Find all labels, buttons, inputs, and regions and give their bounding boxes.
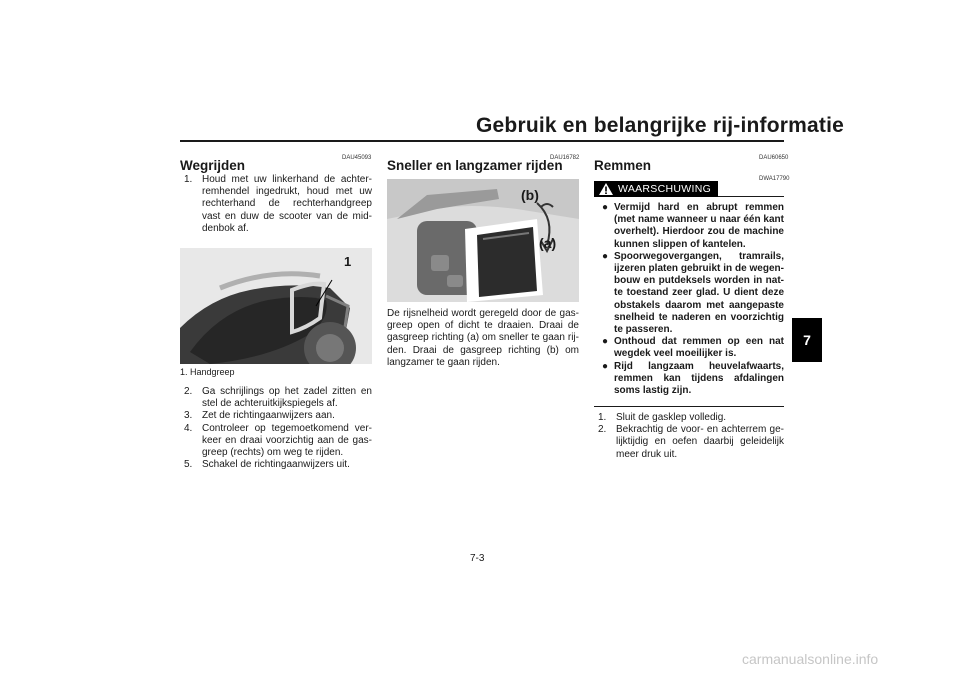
step-text: Ga schrijlings op het zadel zitten en stel de achteruitkijkspiegels af. xyxy=(202,386,372,410)
warning-code: DWA17790 xyxy=(759,176,790,182)
section-heading-wegrijden: Wegrijden xyxy=(180,158,246,173)
steps-list-after xyxy=(180,386,372,471)
figure-label-a: (a) xyxy=(539,235,557,251)
steps-list-before xyxy=(180,174,372,235)
figure-scooter-seat xyxy=(180,248,372,364)
step-item xyxy=(180,410,372,422)
warning-list xyxy=(596,202,784,397)
step-text: Schakel de richtingaanwijzers uit. xyxy=(202,459,350,471)
step-number: 2. xyxy=(184,386,193,397)
warning-item xyxy=(596,336,784,360)
section-heading-snelheid: Sneller en langzamer rijden xyxy=(387,158,563,173)
step-text: Zet de richtingaanwijzers aan. xyxy=(202,410,335,422)
bullet-icon: ● xyxy=(601,250,609,262)
step-number: 1. xyxy=(184,174,193,185)
section-heading-remmen: Remmen xyxy=(594,158,652,173)
warning-text: Spoorwegovergangen, tramrails, ijzeren platen gebruikt in de wegenbouw en putdeksels worden in natte toestand zeer glad. U dient deze obstakels daarom met aangepaste snelheid te naderen en voorzichtig te passeren. xyxy=(614,250,784,336)
step-text: Houd met uw linkerhand de achterremhendel ingedrukt, houd met uw rechterhand de rechterhandgreep vast en duw de scooter van de middenbok af. xyxy=(202,174,372,234)
step-item xyxy=(180,386,372,410)
step-item xyxy=(180,423,372,460)
warning-banner xyxy=(594,181,718,197)
step-item xyxy=(594,412,784,424)
section-code: DAU16782 xyxy=(550,155,580,161)
warning-end-rule xyxy=(594,406,784,407)
step-number: 5. xyxy=(184,459,193,471)
warning-rule xyxy=(718,196,784,197)
bullet-icon: ● xyxy=(601,336,609,348)
figure-throttle-grip xyxy=(387,179,579,302)
warning-label: WAARSCHUWING xyxy=(618,183,712,195)
warning-item xyxy=(596,202,784,251)
warning-text: Onthoud dat remmen op een nat wegdek veel moeilijker is. xyxy=(614,336,784,360)
page-header-title: Gebruik en belangrijke rij-informatie xyxy=(476,114,844,137)
warning-text: Rijd langzaam heuvelafwaarts, remmen kan tijdens afdalingen soms lastig zijn. xyxy=(614,360,784,397)
figure-label-b: (b) xyxy=(521,187,539,203)
warning-triangle-icon xyxy=(594,181,618,197)
watermark: carmanualsonline.info xyxy=(742,651,879,667)
section-code: DAU45093 xyxy=(342,155,372,161)
step-number: 4. xyxy=(184,422,193,434)
step-item xyxy=(180,174,372,235)
figure-caption: 1. Handgreep xyxy=(180,367,235,377)
step-number: 1. xyxy=(598,412,607,423)
step-text: Sluit de gasklep volledig. xyxy=(616,412,727,423)
figure-callout-1: 1 xyxy=(344,254,352,269)
section-code: DAU60650 xyxy=(759,155,789,161)
page-number: 7-3 xyxy=(470,553,485,564)
bullet-icon: ● xyxy=(601,202,609,213)
chapter-tab[interactable]: 7 xyxy=(792,318,822,362)
throttle-paragraph: De rijsnelheid wordt geregeld door de gasgreep open of dicht te draaien. Draai de gasgreep richting (a) om sneller te gaan rijden. Draai de gasgreep richting (b) om langzamer te gaan rijden. xyxy=(387,308,579,368)
bullet-icon: ● xyxy=(601,360,609,372)
step-item xyxy=(594,424,784,461)
step-text: Bekrachtig de voor- en achterrem gelijktijdig en oefen daarbij geleidelijk meer druk uit. xyxy=(616,424,784,460)
warning-item xyxy=(596,251,784,336)
step-text: Controleer op tegemoetkomend verkeer en draai voorzichtig aan de gasgreep (rechts) om weg te rijden. xyxy=(202,422,372,459)
header-rule xyxy=(180,140,784,142)
brake-steps-list xyxy=(594,412,784,461)
step-item xyxy=(180,459,372,471)
warning-text: Vermijd hard en abrupt remmen (met name wanneer u naar één kant overhelt). Hierdoor zou de machine kunnen slippen of kantelen. xyxy=(614,202,784,250)
step-number: 2. xyxy=(598,424,607,436)
step-number: 3. xyxy=(184,410,193,422)
warning-item xyxy=(596,361,784,398)
